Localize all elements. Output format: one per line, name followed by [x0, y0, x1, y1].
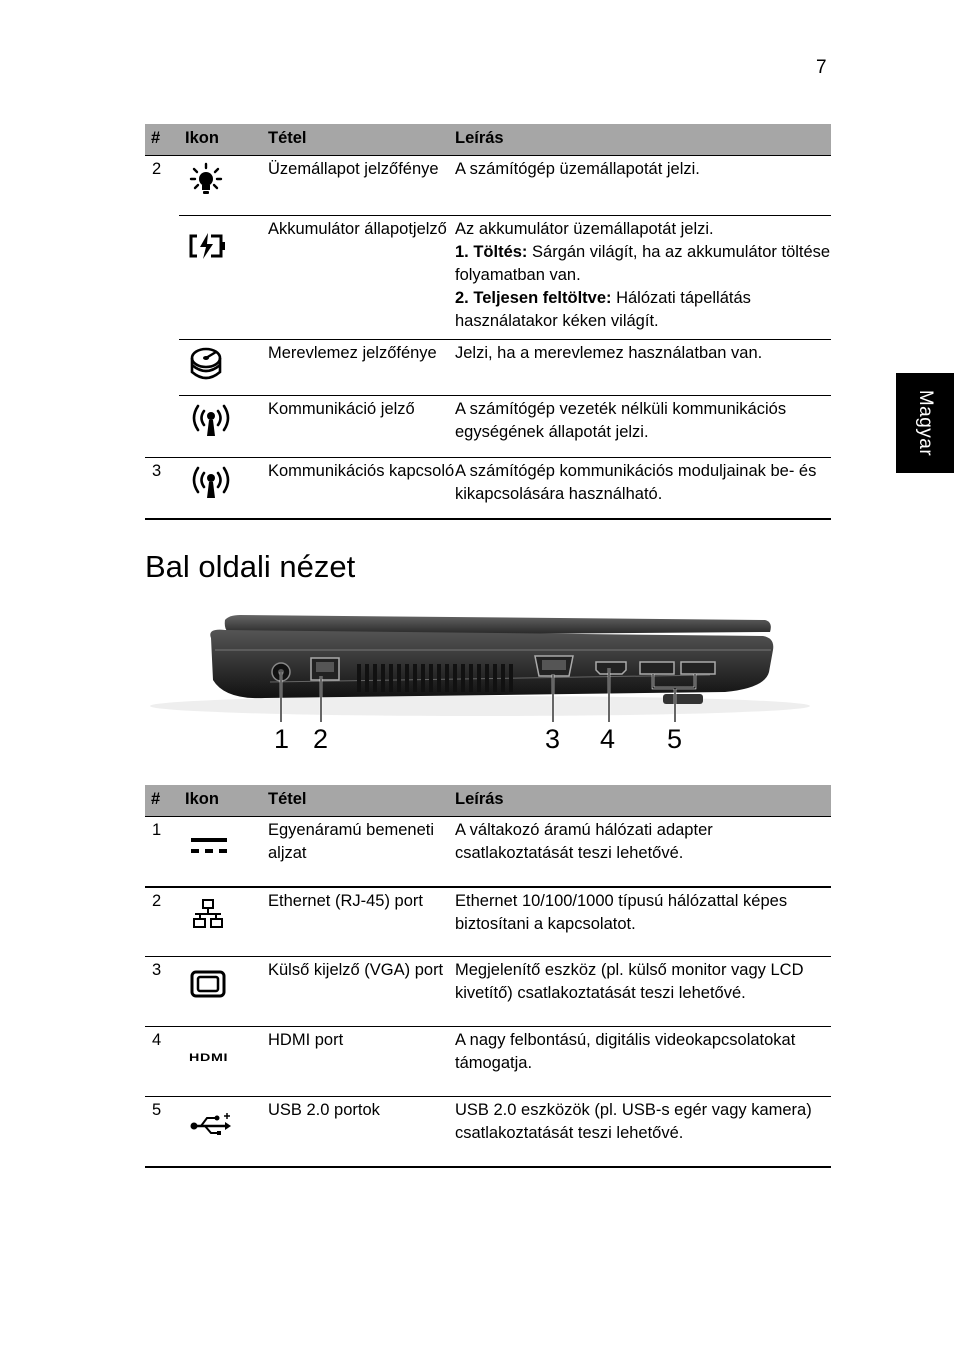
battery-icon [189, 230, 268, 262]
language-tab-label: Magyar [915, 389, 936, 457]
table-row [145, 396, 831, 458]
header-num: # [145, 124, 179, 156]
header-num: # [145, 785, 179, 817]
laptop-left-view-image [145, 610, 815, 727]
wireless-icon [189, 464, 268, 500]
row-item: Üzemállapot jelzőfénye [268, 160, 439, 178]
row-item: Merevlemez jelzőfénye [268, 340, 455, 396]
row-num: 5 [145, 1097, 179, 1167]
table-row [145, 1027, 831, 1097]
row-num [145, 216, 179, 340]
row-item: Kommunikáció jelző [268, 396, 455, 458]
wireless-icon [189, 402, 268, 438]
table-row [145, 817, 831, 887]
row-desc: USB 2.0 eszközök (pl. USB-s egér vagy kamera) csatlakoztatását teszi lehetővé. [455, 1097, 831, 1167]
table-header [145, 785, 831, 817]
table-row [145, 458, 831, 519]
row-num [145, 340, 179, 396]
table-row [145, 1097, 831, 1167]
row-desc: Jelzi, ha a merevlemez használatban van. [455, 340, 831, 396]
header-item: Tétel [268, 785, 455, 817]
indicator-table [145, 124, 831, 520]
charging-label: 1. Töltés: [455, 243, 528, 261]
header-desc: Leírás [455, 785, 831, 817]
row-num: 3 [145, 458, 179, 519]
row-item: Egyenáramú bemeneti aljzat [268, 821, 435, 862]
row-item: Kommunikációs kapcsoló [268, 458, 455, 519]
header-desc: Leírás [455, 124, 831, 156]
callout-1: 1 [274, 724, 290, 754]
row-num: 1 [152, 821, 162, 839]
table-header [145, 124, 831, 156]
row-item: Külső kijelző (VGA) port [268, 957, 455, 1027]
hdd-icon [189, 346, 268, 384]
page-number: 7 [816, 57, 827, 78]
full-charge-label: 2. Teljesen feltöltve: [455, 289, 612, 307]
callout-4: 4 [600, 724, 616, 754]
table-row [145, 340, 831, 396]
table-row [145, 216, 831, 340]
row-desc: Az akkumulátor üzemállapotát jelzi. [455, 220, 714, 238]
header-icon: Ikon [179, 785, 268, 817]
language-tab [896, 373, 954, 473]
row-desc: A nagy felbontású, digitális videokapcsolatokat támogatja. [455, 1027, 831, 1097]
table-row [145, 957, 831, 1027]
row-item: HDMI port [268, 1027, 455, 1097]
port-table [145, 785, 831, 1168]
table-row [145, 887, 831, 957]
row-item: Ethernet (RJ-45) port [268, 887, 455, 957]
ethernet-icon [189, 898, 268, 930]
table-row [145, 156, 831, 216]
row-num [145, 396, 179, 458]
power-light-icon [189, 162, 268, 198]
dc-in-icon [189, 835, 268, 859]
row-num: 2 [145, 887, 179, 957]
full-charge-text: Hálózati tápellátás használatakor kéken világít. [455, 289, 751, 330]
row-desc: A váltakozó áramú hálózati adapter csatlakoztatását teszi lehetővé. [455, 821, 713, 862]
row-desc: A számítógép kommunikációs moduljainak be- és kikapcsolására használható. [455, 458, 831, 519]
row-desc: Ethernet 10/100/1000 típusú hálózattal képes biztosítani a kapcsolatot. [455, 887, 831, 957]
header-item: Tétel [268, 124, 455, 156]
row-num: 3 [145, 957, 179, 1027]
section-title: Bal oldali nézet [145, 549, 356, 584]
charging-text: Sárgán világít, ha az akkumulátor töltése folyamatban van. [455, 243, 831, 284]
vga-icon [189, 969, 268, 999]
hdmi-icon [189, 1047, 228, 1070]
row-num: 4 [145, 1027, 179, 1097]
callout-5: 5 [667, 724, 683, 754]
row-desc: Megjelenítő eszköz (pl. külső monitor vagy LCD kivetítő) csatlakoztatását teszi lehetővé. [455, 957, 831, 1027]
row-desc: A számítógép vezeték nélküli kommunikációs egységének állapotát jelzi. [455, 396, 831, 458]
row-num: 2 [152, 160, 162, 178]
hdmi-icon-text: HDMI [189, 1052, 229, 1064]
callout-2: 2 [313, 724, 329, 754]
row-desc: A számítógép üzemállapotát jelzi. [455, 160, 700, 178]
usb-icon [189, 1111, 268, 1137]
row-item: USB 2.0 portok [268, 1097, 455, 1167]
row-item: Akkumulátor állapotjelző [268, 216, 455, 340]
header-icon: Ikon [179, 124, 268, 156]
callout-3: 3 [545, 724, 561, 754]
